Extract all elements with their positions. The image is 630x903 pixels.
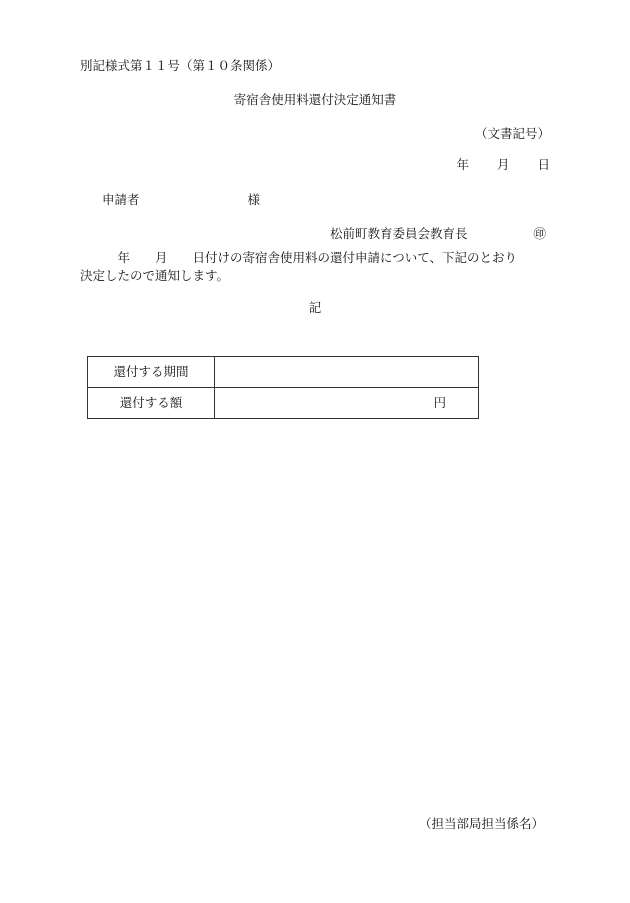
refund-amount-value: 円 <box>215 388 479 419</box>
date-year-label: 年 <box>456 156 469 172</box>
notice-body <box>80 249 552 285</box>
notice-body-line-2: 決定したので通知します。 <box>80 268 230 283</box>
contact-department: （担当部局担当係名） <box>418 816 544 831</box>
refund-period-value <box>215 357 479 388</box>
document-reference: （文書記号） <box>474 126 550 141</box>
applicant-label: 申請者 <box>101 191 140 207</box>
table-row <box>88 388 479 419</box>
honorific-label: 様 <box>247 191 260 207</box>
issuer-line <box>322 215 546 240</box>
issuer-name: 松前町教育委員会教育長 <box>329 225 468 241</box>
seal-mark: ㊞ <box>533 225 546 241</box>
addressee-line <box>94 181 260 206</box>
form-number: 別記様式第１１号（第１０条関係） <box>80 58 281 73</box>
issue-date <box>449 146 551 171</box>
date-day-label: 日 <box>537 156 550 172</box>
notice-body-line-1: 年 月 日付けの寄宿舎使用料の還付申請について、下記のとおり <box>80 250 518 265</box>
refund-amount-label: 還付する額 <box>88 388 215 419</box>
ki-heading: 記 <box>308 300 322 315</box>
document-title: 寄宿舎使用料還付決定通知書 <box>233 92 397 107</box>
table-row <box>88 357 479 388</box>
date-month-label: 月 <box>496 156 510 172</box>
refund-table <box>87 356 479 419</box>
refund-period-label: 還付する期間 <box>88 357 215 388</box>
